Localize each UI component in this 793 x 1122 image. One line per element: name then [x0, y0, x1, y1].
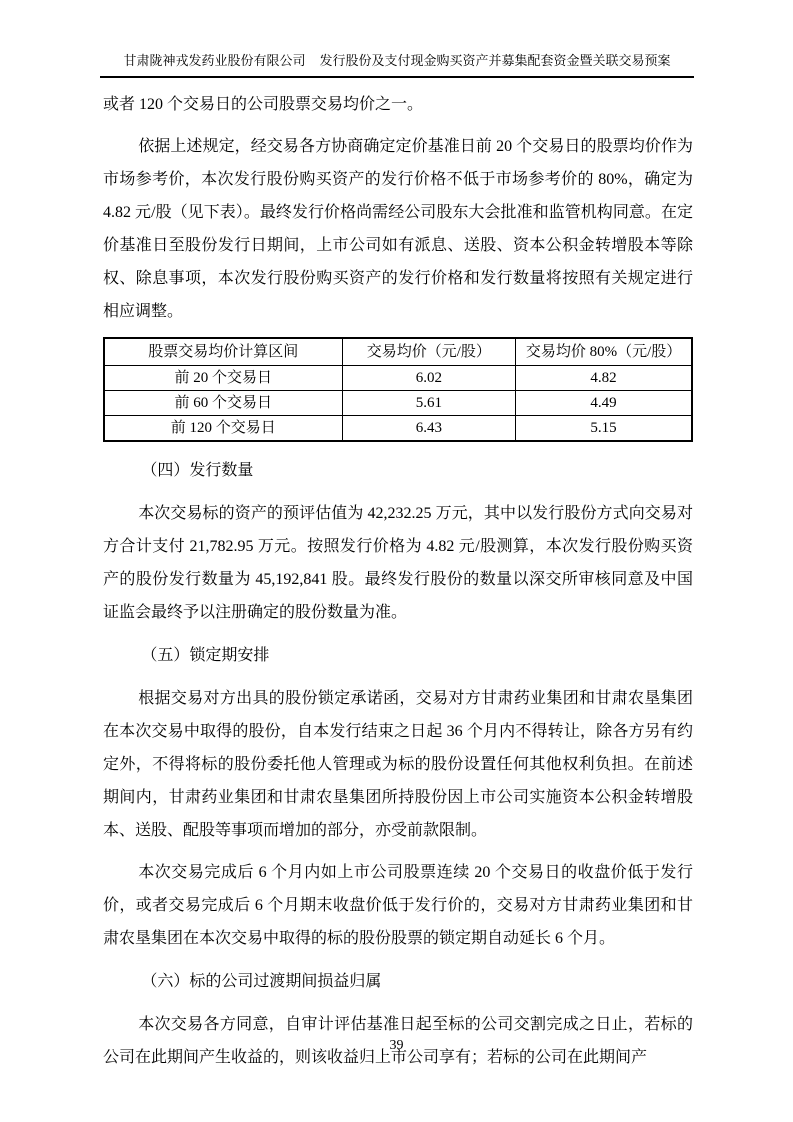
section-heading-issuance-quantity: （四）发行数量	[141, 462, 254, 479]
table-cell-avg-price-80pct: 4.49	[516, 391, 692, 416]
table-cell-avg-price-80pct: 4.82	[516, 366, 692, 391]
table-cell-interval: 前 120 个交易日	[104, 416, 342, 442]
header-doc-title: 发行股份及支付现金购买资产并募集配套资金暨关联交易预案	[319, 53, 671, 68]
table-cell-avg-price: 5.61	[342, 391, 515, 416]
paragraph-transition-profit-loss: 本次交易各方同意，自审计评估基准日起至标的公司交割完成之日止，若标的公司在此期间产生收益的，则该收益归上市公司享有；若标的公司在此期间产	[103, 1016, 693, 1066]
table-header-row	[104, 338, 692, 366]
table-cell-interval: 前 60 个交易日	[104, 391, 342, 416]
table-row	[104, 391, 692, 416]
paragraph-issuance-quantity: 本次交易标的资产的预评估值为 42,232.25 万元，其中以发行股份方式向交易对方合计支付 21,782.95 万元。按照发行价格为 4.82 元/股测算，本次发行股份购买资产的股份发行数量为 45,192,841 股。最终发行股份的数量以深交所审核同意及中国证监会最终予以注册确定的股份数量为准。	[103, 505, 693, 621]
document-body	[103, 88, 693, 1083]
table-cell-avg-price: 6.02	[342, 366, 515, 391]
table-header-avg-price: 交易均价（元/股）	[342, 338, 515, 366]
paragraph-lockup-commitment: 根据交易对方出具的股份锁定承诺函，交易对方甘肃药业集团和甘肃农垦集团在本次交易中取得的股份，自本发行结束之日起 36 个月内不得转让，除各方另有约定外，不得将标的股份委托他人管理或为标的股份设置任何其他权利负担。在前述期间内，甘肃药业集团和甘肃农垦集团所持股份因上市公司实施资本公积金转增股本、送股、配股等事项而增加的部分，亦受前款限制。	[103, 690, 693, 839]
table-header-avg-price-80pct: 交易均价 80%（元/股）	[516, 338, 692, 366]
page-number: 39	[389, 1038, 404, 1053]
section-heading-transition-profit-loss: （六）标的公司过渡期间损益归属	[141, 973, 382, 990]
table-cell-avg-price-80pct: 5.15	[516, 416, 692, 442]
paragraph-continuation: 或者 120 个交易日的公司股票交易均价之一。	[103, 96, 424, 113]
table-cell-interval: 前 20 个交易日	[104, 366, 342, 391]
paragraph-pricing-basis: 依据上述规定，经交易各方协商确定定价基准日前 20 个交易日的股票均价作为市场参考价，本次发行股份购买资产的发行价格不低于市场参考价的 80%，确定为 4.82 元/股（见下表）。最终发行价格尚需经公司股东大会批准和监管机构同意。在定价基准日至股份发行日期间，上市公司如有派息、送股、资本公积金转增股本等除权、除息事项，本次发行股份购买资产的发行价格和发行数量将按照有关规定进行相应调整。	[103, 138, 693, 320]
header-company-name: 甘肃陇神戎发药业股份有限公司	[123, 53, 306, 68]
table-row	[104, 366, 692, 391]
section-heading-lockup-arrangement: （五）锁定期安排	[141, 647, 270, 664]
table-cell-avg-price: 6.43	[342, 416, 515, 442]
price-table	[103, 337, 693, 442]
table-header-interval: 股票交易均价计算区间	[104, 338, 342, 366]
paragraph-lockup-extension: 本次交易完成后 6 个月内如上市公司股票连续 20 个交易日的收盘价低于发行价，或者交易完成后 6 个月期末收盘价低于发行价的，交易对方甘肃药业集团和甘肃农垦集团在本次交易中取得的标的股份股票的锁定期自动延长 6 个月。	[103, 864, 693, 947]
table-row	[104, 416, 692, 442]
document-header	[100, 52, 694, 78]
